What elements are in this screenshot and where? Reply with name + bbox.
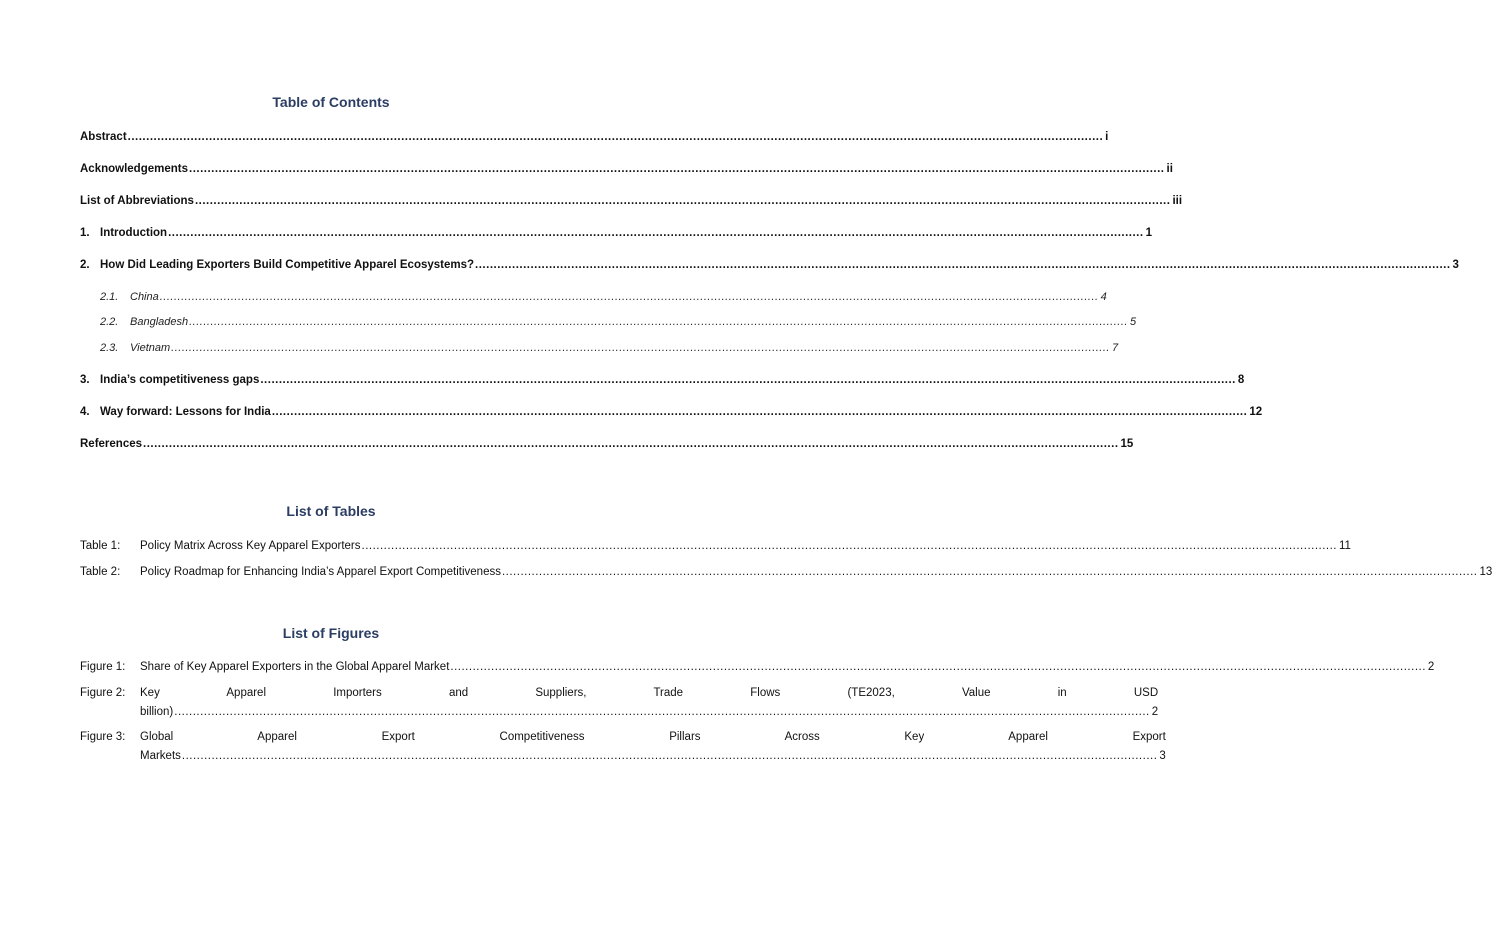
toc-entry-references[interactable] (80, 437, 1134, 451)
toc-entry-abbreviations[interactable] (80, 194, 1183, 208)
toc-entry-label: References (80, 438, 143, 450)
list-of-figures-title: List of Figures (282, 625, 380, 641)
dot-leader (160, 290, 1099, 304)
dot-leader (189, 315, 1128, 329)
dot-leader (171, 341, 1110, 355)
dot-leader (168, 226, 1144, 240)
toc-entry-label: Abstract (80, 131, 127, 143)
toc-entry-number: 4. (80, 406, 90, 418)
toc-entry-page: 12 (1249, 406, 1263, 418)
toc-entry-page: ii (1166, 163, 1173, 175)
toc-entry-label: Introduction (100, 227, 168, 239)
toc-entry-label: Bangladesh (130, 316, 189, 328)
toc-entry-page: 3 (1452, 259, 1459, 271)
toc-entry-label: List of Abbreviations (80, 195, 194, 207)
toc-entry-page: 4 (1100, 291, 1107, 303)
toc-entry-competitiveness-gaps[interactable] (80, 373, 1245, 387)
table-entry-label: Policy Roadmap for Enhancing India’s Apparel Export Competitiveness (140, 566, 501, 578)
figure-entry-label-continued: Markets (140, 750, 181, 762)
toc-entry-label: Way forward: Lessons for India (100, 406, 271, 418)
table-entry-page: 11 (1339, 540, 1351, 552)
dot-leader (260, 373, 1236, 387)
dot-leader (195, 194, 1171, 208)
list-of-tables-title: List of Tables (286, 503, 376, 519)
dot-leader (502, 563, 1478, 582)
table-entry-page: 13 (1479, 566, 1492, 578)
dot-leader (450, 658, 1426, 677)
toc-entry-label: China (130, 291, 159, 303)
figure-entry-tag: Figure 1: (80, 661, 126, 673)
toc-entry-number: 2. (80, 259, 90, 271)
figure-entry-3[interactable] (80, 728, 1166, 766)
toc-entry-number: 3. (80, 374, 90, 386)
figure-entry-label: Share of Key Apparel Exporters in the Global Apparel Market (140, 661, 450, 673)
toc-entry-label: How Did Leading Exporters Build Competitive Apparel Ecosystems? (100, 259, 475, 271)
figure-entry-tag: Figure 3: (80, 731, 126, 743)
figure-entry-1[interactable] (80, 658, 1435, 677)
toc-entry-label: Vietnam (130, 342, 171, 354)
toc-entry-page: 15 (1120, 438, 1134, 450)
figure-entry-2[interactable] (80, 684, 1159, 722)
figure-entry-page: 2 (1151, 706, 1159, 718)
toc-entry-abstract[interactable] (80, 130, 1109, 144)
toc-entry-page: 7 (1111, 342, 1119, 354)
table-entry-1[interactable] (80, 537, 1351, 556)
toc-entry-introduction[interactable] (80, 226, 1152, 240)
dot-leader (143, 437, 1119, 451)
toc-entry-page: i (1105, 131, 1109, 143)
toc-entry-label: Acknowledgements (80, 163, 188, 175)
table-entry-tag: Table 1: (80, 540, 121, 552)
dot-leader (189, 162, 1165, 176)
figure-entry-page: 2 (1427, 661, 1435, 673)
dot-leader (362, 537, 1338, 556)
toc-entry-china[interactable] (80, 290, 1107, 304)
figure-entry-page: 3 (1159, 750, 1166, 762)
toc-entry-way-forward[interactable] (80, 405, 1263, 419)
toc-entry-number: 2.1. (100, 291, 119, 303)
toc-entry-number: 2.2. (100, 316, 119, 328)
toc-entry-number: 1. (80, 227, 90, 239)
dot-leader (128, 130, 1104, 144)
dot-leader (475, 258, 1451, 272)
toc-entry-bangladesh[interactable] (80, 315, 1137, 329)
table-entry-2[interactable] (80, 563, 1492, 582)
toc-entry-page: 5 (1129, 316, 1137, 328)
toc-entry-page: 8 (1237, 374, 1245, 386)
toc-entry-label: India’s competitiveness gaps (100, 374, 260, 386)
dot-leader (272, 405, 1248, 419)
toc-entry-page: iii (1172, 195, 1183, 207)
table-entry-tag: Table 2: (80, 566, 121, 578)
toc-title: Table of Contents (272, 94, 390, 110)
toc-entry-acknowledgements[interactable] (80, 162, 1173, 176)
toc-entry-vietnam[interactable] (80, 341, 1119, 355)
toc-entry-ecosystems[interactable] (80, 258, 1459, 272)
dot-leader (182, 747, 1158, 766)
figure-entry-tag: Figure 2: (80, 687, 126, 699)
toc-entry-number: 2.3. (100, 342, 119, 354)
toc-entry-page: 1 (1145, 227, 1152, 239)
figure-entry-label-continued: billion) (140, 706, 174, 718)
dot-leader (174, 703, 1150, 722)
table-entry-label: Policy Matrix Across Key Apparel Exporters (140, 540, 361, 552)
figure-entry-label: Key Apparel Importers and Suppliers, Trade Flows (TE2023, Value in USD (140, 687, 1159, 699)
figure-entry-label: Global Apparel Export Competitiveness Pillars Across Key Apparel Export (140, 731, 1166, 743)
